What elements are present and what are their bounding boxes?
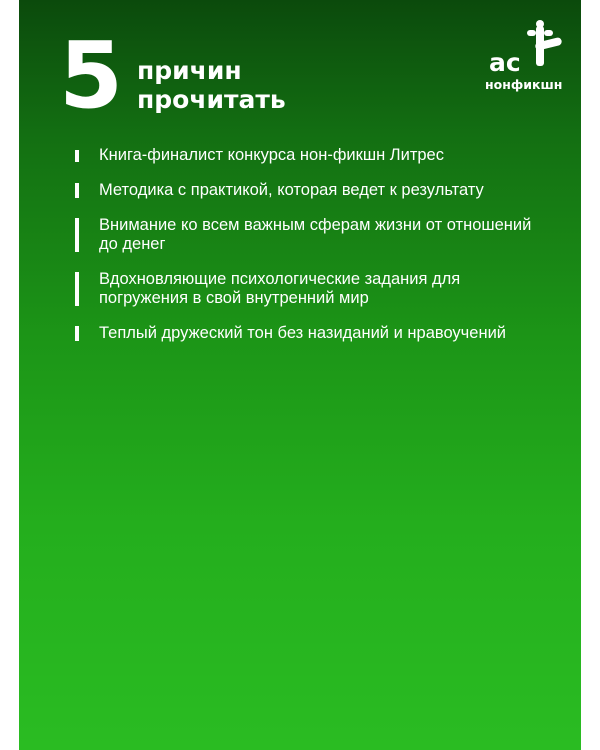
reason-text: Вдохновляющие психологические задания для погружения в свой внутренний мир (99, 270, 461, 307)
bullet-bar (75, 272, 79, 306)
bullet-bar (75, 150, 79, 162)
bullet-bar (75, 326, 79, 341)
promo-panel (19, 0, 581, 750)
title-line-1: причин (137, 56, 242, 85)
title-line-2: прочитать (137, 85, 286, 114)
bullet-bar (75, 183, 79, 198)
bullet-bar (75, 218, 79, 252)
tree-figure-icon (527, 20, 563, 66)
reason-text: Книга-финалист конкурса нон-фикшн Литрес (99, 146, 444, 164)
list-item (75, 270, 545, 308)
reasons-count: 5 (59, 22, 124, 129)
list-item (75, 324, 545, 343)
logo-letters: ac (489, 48, 521, 77)
reason-text: Теплый дружеский тон без назиданий и нравоучений (99, 324, 507, 342)
list-item (75, 146, 545, 165)
reasons-list (75, 146, 545, 343)
list-item (75, 181, 545, 200)
page-title (137, 56, 286, 114)
reason-text: Внимание ко всем важным сферам жизни от отношений до денег (99, 216, 532, 253)
list-item (75, 216, 545, 254)
publisher-logo (475, 18, 565, 98)
reason-text: Методика с практикой, которая ведет к результату (99, 181, 484, 199)
logo-caption: нонфикшн (485, 77, 563, 92)
